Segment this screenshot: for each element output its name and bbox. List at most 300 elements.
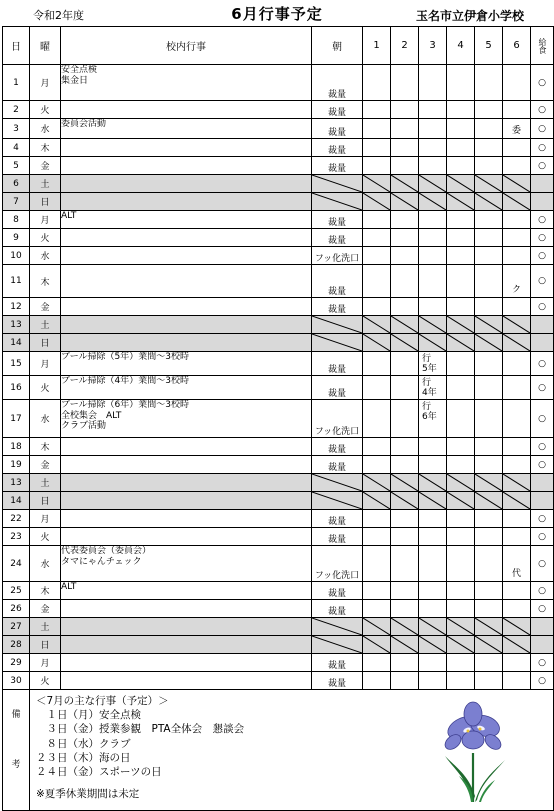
period-cell-p3: [419, 65, 447, 101]
period-cell-p4: [447, 211, 475, 229]
lunch-cell: [531, 334, 554, 352]
table-row: [3, 492, 554, 510]
lunch-cell: ○: [531, 229, 554, 247]
period-cell-p6: 代: [503, 546, 531, 582]
day-cell: 26: [3, 600, 30, 618]
period-cell-p2: [391, 654, 419, 672]
slashed-cell-p4: [447, 636, 475, 654]
period-cell-p4: [447, 119, 475, 139]
weekday-cell: 日: [30, 334, 61, 352]
period-cell-p2: [391, 247, 419, 265]
slashed-cell-p3: [419, 175, 447, 193]
period-cell-p4: [447, 438, 475, 456]
period-cell-p6: 委: [503, 119, 531, 139]
table-row: [3, 101, 554, 119]
fiscal-year: 令和2年度: [33, 9, 84, 22]
morning-cell: 裁量: [312, 672, 363, 690]
col-period-3-header: 3: [419, 27, 447, 65]
period-cell-p2: [391, 229, 419, 247]
period-cell-p3: [419, 510, 447, 528]
slashed-cell-morning: [312, 316, 363, 334]
day-cell: 19: [3, 456, 30, 474]
lunch-cell: ○: [531, 211, 554, 229]
day-cell: 13: [3, 316, 30, 334]
period-cell-p4: [447, 528, 475, 546]
period-cell-p6: [503, 298, 531, 316]
period-cell-p6: ク: [503, 265, 531, 298]
col-period-5-header: 5: [475, 27, 503, 65]
table-row: [3, 247, 554, 265]
event-line: 安全点検: [61, 65, 98, 75]
slashed-cell-morning: [312, 636, 363, 654]
morning-cell: フッ化洗口: [312, 247, 363, 265]
day-cell: 14: [3, 492, 30, 510]
table-row: [3, 672, 554, 690]
weekday-cell: 木: [30, 139, 61, 157]
slashed-cell-p2: [391, 334, 419, 352]
col-morning-header: 朝: [312, 27, 363, 65]
events-cell: [61, 229, 312, 247]
notes-label: [3, 690, 30, 811]
period-cell-p4: [447, 400, 475, 438]
period-note: 5年: [422, 364, 437, 374]
slashed-cell-morning: [312, 193, 363, 211]
period-cell-p2: [391, 672, 419, 690]
period-cell-p4: [447, 247, 475, 265]
morning-cell: フッ化洗口: [312, 400, 363, 438]
events-cell: [61, 400, 312, 438]
period-cell-p4: [447, 672, 475, 690]
morning-cell: 裁量: [312, 510, 363, 528]
col-dow-header: 曜: [30, 27, 61, 65]
weekday-cell: 月: [30, 510, 61, 528]
lunch-cell: ○: [531, 298, 554, 316]
period-cell-p5: [475, 400, 503, 438]
day-cell: 1: [3, 65, 30, 101]
lunch-cell: ○: [531, 582, 554, 600]
period-cell-p4: [447, 139, 475, 157]
notes-cell: [30, 690, 554, 811]
page-header: [0, 0, 554, 26]
morning-cell: 裁量: [312, 456, 363, 474]
period-cell-p3: [419, 582, 447, 600]
weekday-cell: 日: [30, 636, 61, 654]
event-line: 集金日: [61, 75, 89, 86]
day-cell: 16: [3, 376, 30, 400]
day-cell: 4: [3, 139, 30, 157]
period-cell-p6: [503, 400, 531, 438]
day-cell: 7: [3, 193, 30, 211]
event-line: 全校集会 ALT: [61, 410, 122, 421]
table-row: [3, 510, 554, 528]
events-cell: [61, 376, 312, 400]
events-cell: [61, 618, 312, 636]
slashed-cell-p3: [419, 492, 447, 510]
notes-line: ※夏季休業期間は未定: [36, 788, 140, 801]
slashed-cell-p4: [447, 316, 475, 334]
period-cell-p2: [391, 510, 419, 528]
period-cell-p2: [391, 400, 419, 438]
period-cell-p1: [363, 211, 391, 229]
slashed-cell-p4: [447, 474, 475, 492]
events-cell: [61, 247, 312, 265]
slashed-cell-p5: [475, 474, 503, 492]
event-line: ALT: [61, 211, 77, 221]
page-title: 6月行事予定: [231, 5, 323, 23]
period-cell-p3: [419, 352, 447, 376]
events-cell: [61, 101, 312, 119]
table-row: [3, 376, 554, 400]
event-line: 代表委員会（委員会）: [61, 546, 152, 556]
slashed-cell-p1: [363, 334, 391, 352]
morning-cell: 裁量: [312, 139, 363, 157]
morning-cell: 裁量: [312, 654, 363, 672]
period-cell-p3: [419, 546, 447, 582]
lunch-cell: ○: [531, 65, 554, 101]
weekday-cell: 月: [30, 654, 61, 672]
morning-cell: 裁量: [312, 65, 363, 101]
weekday-cell: 土: [30, 316, 61, 334]
events-cell: [61, 510, 312, 528]
period-cell-p6: [503, 376, 531, 400]
slashed-cell-p4: [447, 193, 475, 211]
notes-label-char-2: 考: [11, 760, 21, 770]
events-cell: [61, 672, 312, 690]
lunch-cell: [531, 492, 554, 510]
events-cell: [61, 582, 312, 600]
lunch-cell: ○: [531, 510, 554, 528]
slashed-cell-p5: [475, 334, 503, 352]
period-cell-p2: [391, 65, 419, 101]
period-cell-p6: [503, 157, 531, 175]
events-cell: [61, 352, 312, 376]
lunch-cell: ○: [531, 157, 554, 175]
event-line: クラブ活動: [61, 421, 107, 431]
iris-flower-illustration: [423, 698, 523, 802]
slashed-cell-p3: [419, 636, 447, 654]
events-cell: [61, 265, 312, 298]
period-cell-p6: [503, 65, 531, 101]
period-cell-p5: [475, 211, 503, 229]
period-cell-p3: [419, 528, 447, 546]
slashed-cell-p2: [391, 175, 419, 193]
period-cell-p3: [419, 672, 447, 690]
slashed-cell-p2: [391, 618, 419, 636]
day-cell: 24: [3, 546, 30, 582]
event-line: タマにゃんチェック: [61, 556, 142, 567]
period-cell-p4: [447, 101, 475, 119]
slashed-cell-p4: [447, 492, 475, 510]
period-cell-p2: [391, 456, 419, 474]
events-cell: [61, 636, 312, 654]
col-period-1-header: 1: [363, 27, 391, 65]
table-header-row: [3, 27, 554, 65]
period-cell-p2: [391, 582, 419, 600]
period-cell-p4: [447, 510, 475, 528]
event-line: プール掃除（6年）業間～3校時: [61, 400, 190, 410]
table-row: [3, 438, 554, 456]
period-cell-p5: [475, 139, 503, 157]
period-note: 行: [422, 354, 432, 364]
weekday-cell: 土: [30, 175, 61, 193]
period-cell-p6: [503, 510, 531, 528]
events-cell: [61, 298, 312, 316]
period-cell-p5: [475, 247, 503, 265]
events-cell: [61, 600, 312, 618]
lunch-cell: [531, 636, 554, 654]
events-cell: [61, 546, 312, 582]
lunch-cell: [531, 474, 554, 492]
table-row: [3, 618, 554, 636]
events-cell: [61, 492, 312, 510]
morning-cell: 裁量: [312, 157, 363, 175]
slashed-cell-p3: [419, 618, 447, 636]
period-cell-p1: [363, 672, 391, 690]
period-cell-p1: [363, 101, 391, 119]
period-cell-p6: [503, 528, 531, 546]
period-cell-p5: [475, 546, 503, 582]
period-cell-p5: [475, 65, 503, 101]
notes-label-char-1: 備: [11, 710, 21, 720]
events-cell: [61, 474, 312, 492]
event-line: プール掃除（4年）業間～3校時: [61, 376, 190, 386]
period-cell-p3: [419, 265, 447, 298]
lunch-cell: ○: [531, 247, 554, 265]
notes-line: １日（月）安全点検: [36, 709, 141, 722]
weekday-cell: 木: [30, 265, 61, 298]
period-cell-p2: [391, 600, 419, 618]
period-cell-p1: [363, 400, 391, 438]
weekday-cell: 火: [30, 229, 61, 247]
period-cell-p1: [363, 654, 391, 672]
period-cell-p5: [475, 438, 503, 456]
table-row: [3, 157, 554, 175]
lunch-cell: ○: [531, 265, 554, 298]
day-cell: 13: [3, 474, 30, 492]
period-cell-p6: [503, 672, 531, 690]
period-cell-p6: [503, 101, 531, 119]
morning-cell: 裁量: [312, 101, 363, 119]
day-cell: 11: [3, 265, 30, 298]
events-cell: [61, 438, 312, 456]
period-cell-p2: [391, 528, 419, 546]
slashed-cell-p4: [447, 334, 475, 352]
period-cell-p5: [475, 582, 503, 600]
day-cell: 9: [3, 229, 30, 247]
morning-cell: 裁量: [312, 229, 363, 247]
col-period-6-header: 6: [503, 27, 531, 65]
period-cell-p3: [419, 438, 447, 456]
weekday-cell: 金: [30, 157, 61, 175]
slashed-cell-p1: [363, 474, 391, 492]
morning-cell: 裁量: [312, 298, 363, 316]
day-cell: 22: [3, 510, 30, 528]
period-cell-p5: [475, 352, 503, 376]
notes-line: ２３日（木）海の日: [36, 751, 131, 764]
weekday-cell: 月: [30, 65, 61, 101]
period-cell-p1: [363, 582, 391, 600]
period-cell-p4: [447, 546, 475, 582]
day-cell: 25: [3, 582, 30, 600]
period-cell-p1: [363, 352, 391, 376]
weekday-cell: 金: [30, 298, 61, 316]
lunch-cell: ○: [531, 119, 554, 139]
period-cell-p2: [391, 352, 419, 376]
table-row: [3, 211, 554, 229]
slashed-cell-p5: [475, 492, 503, 510]
lunch-cell: ○: [531, 352, 554, 376]
period-cell-p4: [447, 582, 475, 600]
period-cell-p4: [447, 352, 475, 376]
col-period-4-header: 4: [447, 27, 475, 65]
events-cell: [61, 334, 312, 352]
day-cell: 8: [3, 211, 30, 229]
table-row: [3, 175, 554, 193]
slashed-cell-p2: [391, 474, 419, 492]
schedule-table: [2, 26, 554, 811]
col-lunch-header: 給食: [531, 27, 554, 65]
slashed-cell-p2: [391, 636, 419, 654]
period-cell-p2: [391, 157, 419, 175]
day-cell: 30: [3, 672, 30, 690]
period-cell-p1: [363, 247, 391, 265]
period-cell-p6: [503, 247, 531, 265]
weekday-cell: 金: [30, 456, 61, 474]
morning-cell: 裁量: [312, 528, 363, 546]
day-cell: 3: [3, 119, 30, 139]
slashed-cell-p3: [419, 193, 447, 211]
day-cell: 12: [3, 298, 30, 316]
table-row: [3, 316, 554, 334]
period-cell-p1: [363, 265, 391, 298]
period-cell-p3: [419, 119, 447, 139]
lunch-cell: ○: [531, 400, 554, 438]
period-cell-p4: [447, 376, 475, 400]
period-cell-p4: [447, 65, 475, 101]
slashed-cell-p1: [363, 316, 391, 334]
table-row: [3, 582, 554, 600]
slashed-cell-p2: [391, 316, 419, 334]
events-cell: [61, 654, 312, 672]
period-note: 行: [422, 402, 432, 412]
slashed-cell-p6: [503, 618, 531, 636]
period-cell-p1: [363, 119, 391, 139]
period-cell-p1: [363, 157, 391, 175]
period-cell-p6: [503, 352, 531, 376]
slashed-cell-p1: [363, 636, 391, 654]
table-row: [3, 456, 554, 474]
period-cell-p5: [475, 600, 503, 618]
period-cell-p4: [447, 654, 475, 672]
weekday-cell: 水: [30, 546, 61, 582]
period-cell-p3: [419, 247, 447, 265]
period-cell-p3: [419, 157, 447, 175]
period-cell-p3: [419, 600, 447, 618]
lunch-cell: ○: [531, 600, 554, 618]
period-cell-p1: [363, 600, 391, 618]
lunch-cell: ○: [531, 101, 554, 119]
table-row: [3, 352, 554, 376]
period-cell-p6: [503, 229, 531, 247]
events-cell: [61, 193, 312, 211]
table-row: [3, 65, 554, 101]
morning-cell: 裁量: [312, 119, 363, 139]
slashed-cell-p3: [419, 316, 447, 334]
period-cell-p4: [447, 229, 475, 247]
slashed-cell-p3: [419, 334, 447, 352]
weekday-cell: 木: [30, 438, 61, 456]
slashed-cell-morning: [312, 492, 363, 510]
weekday-cell: 水: [30, 247, 61, 265]
event-line: 委員会活動: [61, 119, 107, 129]
events-cell: [61, 65, 312, 101]
period-cell-p5: [475, 265, 503, 298]
period-cell-p3: [419, 654, 447, 672]
period-note: 行: [422, 378, 432, 388]
period-cell-p3: [419, 400, 447, 438]
table-row: [3, 119, 554, 139]
weekday-cell: 日: [30, 492, 61, 510]
morning-cell: フッ化洗口: [312, 546, 363, 582]
morning-cell: 裁量: [312, 265, 363, 298]
table-row: [3, 474, 554, 492]
col-day-header: 日: [3, 27, 30, 65]
period-note: 6年: [422, 412, 437, 422]
day-cell: 10: [3, 247, 30, 265]
slashed-cell-p5: [475, 636, 503, 654]
period-cell-p5: [475, 654, 503, 672]
morning-cell: 裁量: [312, 582, 363, 600]
period-cell-p5: [475, 672, 503, 690]
day-cell: 15: [3, 352, 30, 376]
weekday-cell: 水: [30, 400, 61, 438]
period-cell-p4: [447, 265, 475, 298]
slashed-cell-p5: [475, 193, 503, 211]
events-cell: [61, 528, 312, 546]
slashed-cell-p6: [503, 316, 531, 334]
period-cell-p4: [447, 298, 475, 316]
morning-cell: 裁量: [312, 211, 363, 229]
period-cell-p6: [503, 211, 531, 229]
period-cell-p2: [391, 211, 419, 229]
period-cell-p3: [419, 211, 447, 229]
period-cell-p6: [503, 654, 531, 672]
day-cell: 6: [3, 175, 30, 193]
lunch-cell: [531, 316, 554, 334]
slashed-cell-morning: [312, 474, 363, 492]
weekday-cell: 火: [30, 672, 61, 690]
weekday-cell: 火: [30, 376, 61, 400]
weekday-cell: 日: [30, 193, 61, 211]
period-cell-p3: [419, 298, 447, 316]
slashed-cell-p6: [503, 474, 531, 492]
day-cell: 18: [3, 438, 30, 456]
period-cell-p5: [475, 298, 503, 316]
morning-cell: 裁量: [312, 600, 363, 618]
lunch-cell: ○: [531, 654, 554, 672]
school-name: 玉名市立伊倉小学校: [415, 9, 524, 23]
period-cell-p3: [419, 101, 447, 119]
slashed-cell-p1: [363, 175, 391, 193]
slashed-cell-p3: [419, 474, 447, 492]
slashed-cell-p1: [363, 618, 391, 636]
table-row: [3, 193, 554, 211]
period-cell-p1: [363, 528, 391, 546]
period-cell-p5: [475, 101, 503, 119]
period-cell-p1: [363, 65, 391, 101]
notes-row: [3, 690, 554, 811]
period-cell-p2: [391, 139, 419, 157]
